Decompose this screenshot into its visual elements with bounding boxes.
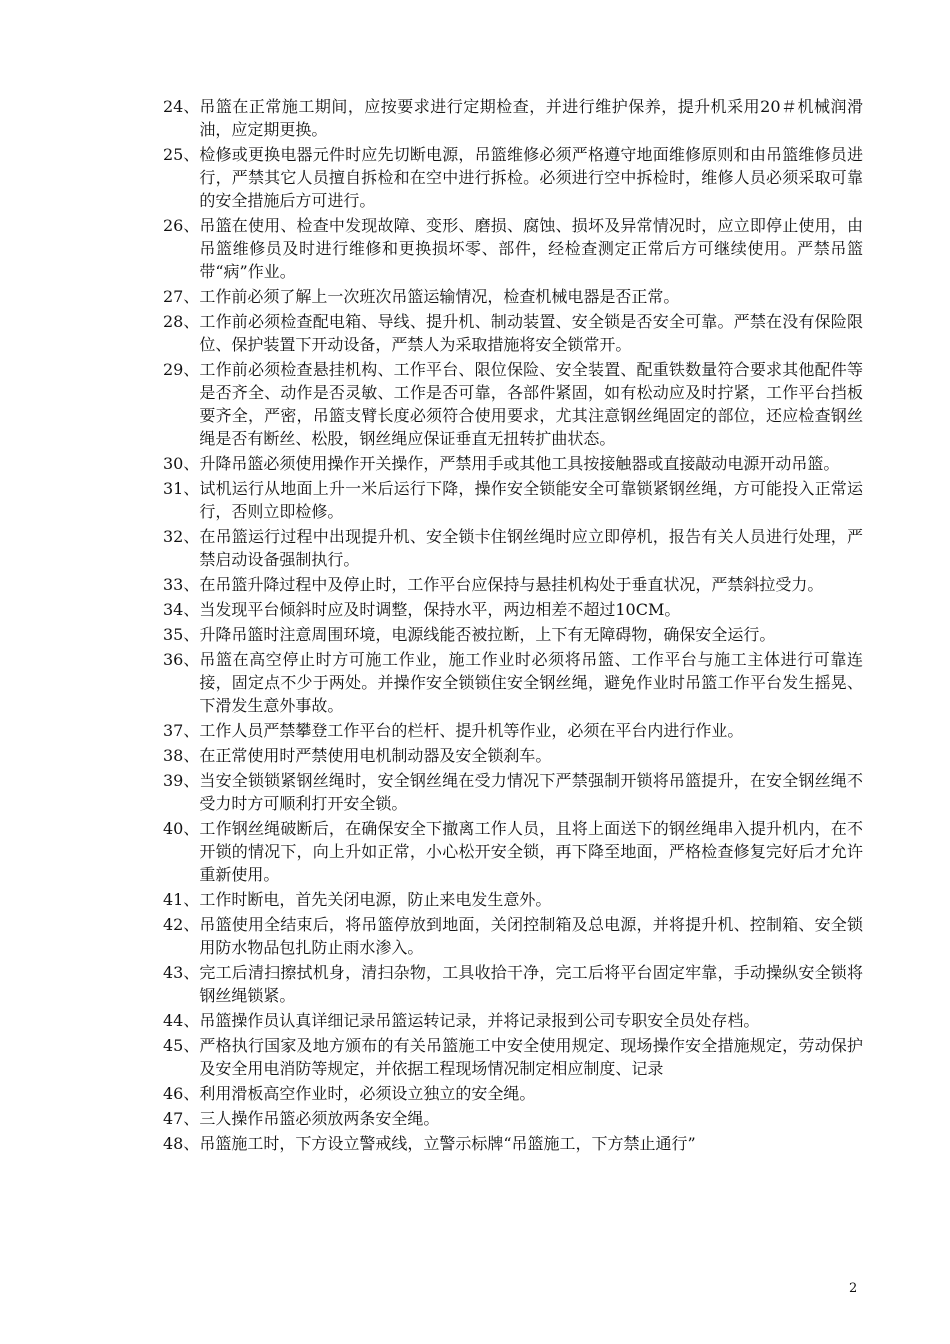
- list-item-text: 三人操作吊篮必须放两条安全绳。: [199, 1109, 440, 1128]
- list-item: [163, 143, 863, 212]
- list-item-number: 31、: [163, 479, 200, 498]
- list-item-number: 40、: [163, 819, 200, 838]
- list-item-number: 39、: [163, 771, 200, 790]
- list-item: [163, 310, 863, 356]
- list-item: [163, 358, 863, 450]
- list-item-text: 吊篮在正常施工期间，应按要求进行定期检查，并进行维护保养，提升机采用20＃机械润滑油，应定期更换。: [199, 97, 863, 139]
- list-item-text: 升降吊篮时注意周围环境，电源线能否被拉断，上下有无障碍物，确保安全运行。: [199, 625, 776, 644]
- list-item: [163, 623, 863, 646]
- list-item-text: 严格执行国家及地方颁布的有关吊篮施工中安全使用规定、现场操作安全措施规定，劳动保护及安全用电消防等规定，并依据工程现场情况制定相应制度、记录: [199, 1036, 863, 1078]
- list-item: [163, 913, 863, 959]
- list-item-number: 35、: [163, 625, 200, 644]
- list-item: [163, 1132, 863, 1155]
- list-item-text: 试机运行从地面上升一米后运行下降，操作安全锁能安全可靠锁紧钢丝绳，方可能投入正常运行，否则立即检修。: [199, 479, 863, 521]
- list-item-text: 工作人员严禁攀登工作平台的栏杆、提升机等作业，必须在平台内进行作业。: [199, 721, 744, 740]
- list-item-number: 43、: [163, 963, 200, 982]
- list-item-text: 工作时断电，首先关闭电源，防止来电发生意外。: [199, 890, 552, 909]
- list-item: [163, 1082, 863, 1105]
- list-item-text: 检修或更换电器元件时应先切断电源，吊篮维修必须严格遵守地面维修原则和由吊篮维修员进行，严禁其它人员擅自拆检和在空中进行拆检。必须进行空中拆检时，维修人员必须采取可靠的安全措施后方可进行。: [199, 145, 863, 210]
- list-item-number: 32、: [163, 527, 200, 546]
- list-item-text: 吊篮使用全结束后，将吊篮停放到地面，关闭控制箱及总电源，并将提升机、控制箱、安全锁用防水物品包扎防止雨水渗入。: [199, 915, 863, 957]
- list-item: [163, 817, 863, 886]
- list-item: [163, 214, 863, 283]
- list-item-text: 当发现平台倾斜时应及时调整，保持水平，两边相差不超过10CM。: [199, 600, 681, 619]
- list-item-text: 当安全锁锁紧钢丝绳时，安全钢丝绳在受力情况下严禁强制开锁将吊篮提升，在安全钢丝绳不受力时方可顺利打开安全锁。: [199, 771, 863, 813]
- list-item-number: 47、: [163, 1109, 200, 1128]
- list-item: [163, 769, 863, 815]
- list-item-number: 24、: [163, 97, 200, 116]
- list-item-text: 利用滑板高空作业时，必须设立独立的安全绳。: [199, 1084, 536, 1103]
- list-item-text: 吊篮在高空停止时方可施工作业，施工作业时必须将吊篮、工作平台与施工主体进行可靠连接，固定点不少于两处。并操作安全锁锁住安全钢丝绳，避免作业时吊篮工作平台发生摇晃、下滑发生意外事故。: [199, 650, 863, 715]
- list-item-number: 28、: [163, 312, 200, 331]
- list-item: [163, 1107, 863, 1130]
- list-item-text: 工作前必须了解上一次班次吊篮运输情况，检查机械电器是否正常。: [199, 287, 680, 306]
- list-item-number: 34、: [163, 600, 200, 619]
- list-item-number: 27、: [163, 287, 200, 306]
- list-item-text: 工作钢丝绳破断后，在确保安全下撤离工作人员，且将上面送下的钢丝绳串入提升机内，在不开锁的情况下，向上升如正常，小心松开安全锁，再下降至地面，严格检查修复完好后才允许重新使用。: [199, 819, 863, 884]
- list-item-number: 44、: [163, 1011, 200, 1030]
- list-item-number: 45、: [163, 1036, 200, 1055]
- list-item: [163, 598, 863, 621]
- list-item-number: 38、: [163, 746, 200, 765]
- list-item-number: 25、: [163, 145, 200, 164]
- list-item-number: 41、: [163, 890, 200, 909]
- list-item: [163, 525, 863, 571]
- list-item: [163, 477, 863, 523]
- list-item-number: 37、: [163, 721, 200, 740]
- list-item-number: 30、: [163, 454, 200, 473]
- list-item-text: 在正常使用时严禁使用电机制动器及安全锁刹车。: [199, 746, 552, 765]
- list-item-text: 在吊篮运行过程中出现提升机、安全锁卡住钢丝绳时应立即停机，报告有关人员进行处理，严禁启动设备强制执行。: [199, 527, 863, 569]
- list-item: [163, 95, 863, 141]
- list-item-number: 42、: [163, 915, 200, 934]
- list-item: [163, 1009, 863, 1032]
- list-item: [163, 648, 863, 717]
- list-item: [163, 285, 863, 308]
- list-item-text: 工作前必须检查配电箱、导线、提升机、制动装置、安全锁是否安全可靠。严禁在没有保险限位、保护装置下开动设备，严禁人为采取措施将安全锁常开。: [199, 312, 863, 354]
- list-item-text: 完工后清扫擦拭机身，清扫杂物，工具收拾干净，完工后将平台固定牢靠，手动操纵安全锁将钢丝绳锁紧。: [199, 963, 863, 1005]
- list-item-number: 26、: [163, 216, 200, 235]
- page-number: 2: [849, 1281, 858, 1296]
- list-item: [163, 452, 863, 475]
- safety-rules-list: [163, 95, 863, 1157]
- list-item-number: 36、: [163, 650, 200, 669]
- list-item: [163, 888, 863, 911]
- list-item: [163, 719, 863, 742]
- list-item-number: 48、: [163, 1134, 200, 1153]
- list-item-text: 吊篮施工时，下方设立警戒线，立警示标牌“吊篮施工，下方禁止通行”: [199, 1134, 696, 1153]
- list-item-text: 吊篮操作员认真详细记录吊篮运转记录，并将记录报到公司专职安全员处存档。: [199, 1011, 760, 1030]
- list-item-text: 在吊篮升降过程中及停止时，工作平台应保持与悬挂机构处于垂直状况，严禁斜拉受力。: [199, 575, 824, 594]
- list-item-number: 29、: [163, 360, 200, 379]
- list-item-text: 吊篮在使用、检查中发现故障、变形、磨损、腐蚀、损坏及异常情况时，应立即停止使用，由吊篮维修员及时进行维修和更换损坏零、部件，经检查测定正常后方可继续使用。严禁吊篮带“病”作业。: [199, 216, 863, 281]
- list-item-number: 33、: [163, 575, 200, 594]
- list-item: [163, 573, 863, 596]
- list-item-number: 46、: [163, 1084, 200, 1103]
- list-item: [163, 961, 863, 1007]
- list-item-text: 工作前必须检查悬挂机构、工作平台、限位保险、安全装置、配重铁数量符合要求其他配件等是否齐全、动作是否灵敏、工作是否可靠，各部件紧固，如有松动应及时拧紧，工作平台挡板要齐全，严密，吊篮支臂长度必须符合使用要求，尤其注意钢丝绳固定的部位，还应检查钢丝绳是否有断丝、松股，钢丝绳应保证垂直无扭转扩曲状态。: [199, 360, 863, 448]
- list-item-text: 升降吊篮必须使用操作开关操作，严禁用手或其他工具按接触器或直接敲动电源开动吊篮。: [199, 454, 840, 473]
- list-item: [163, 1034, 863, 1080]
- list-item: [163, 744, 863, 767]
